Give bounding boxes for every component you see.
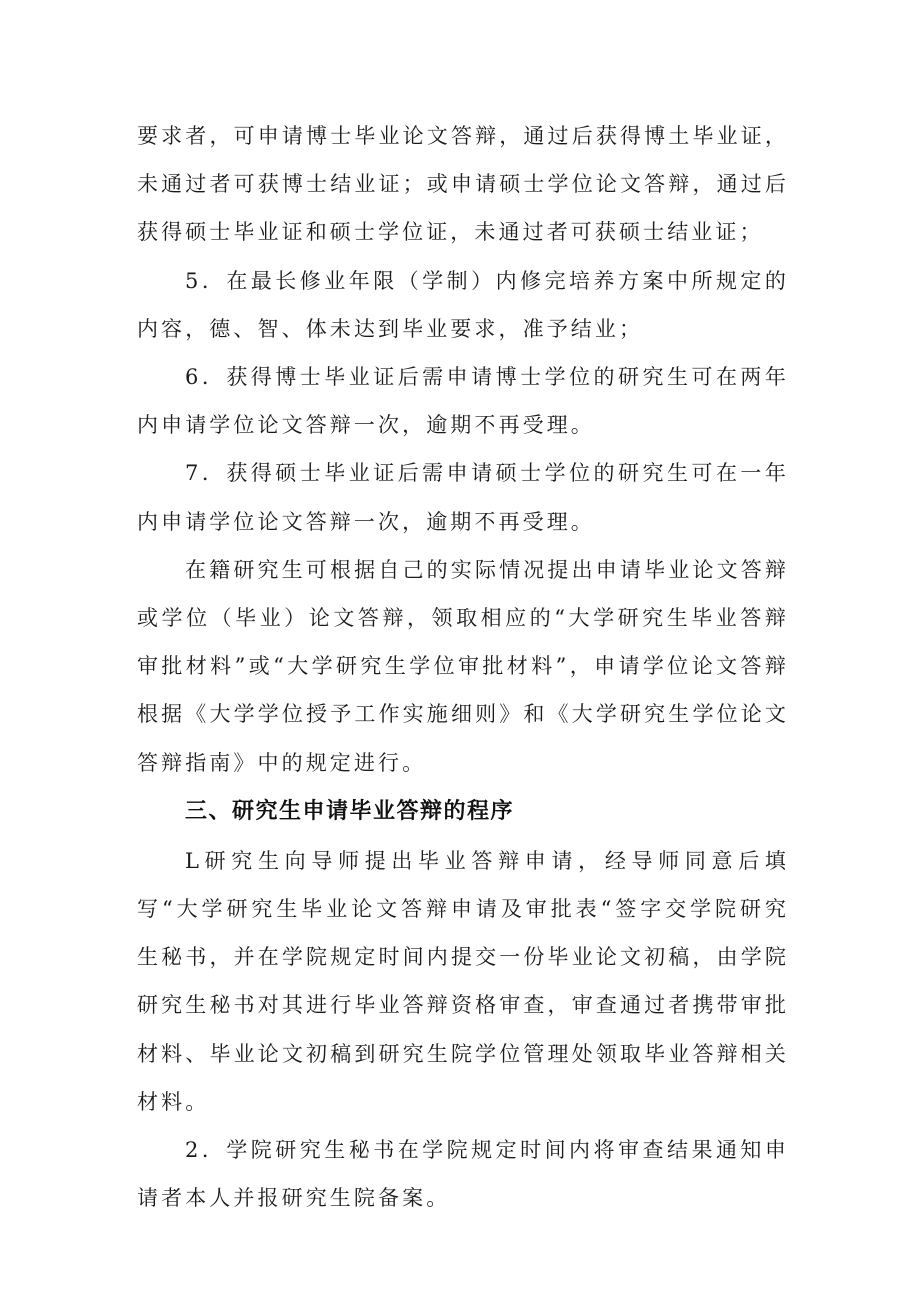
paragraph-procedure-1: L研究生向导师提出毕业答辩申请，经导师同意后填写“大学研究生毕业论文答辩申请及审批表“签字交学院研究生秘书，并在学院规定时间内提交一份毕业论文初稿，由学院研究生秘书对其进行毕业答辩资格审查，审查通过者携带审批材料、毕业论文初稿到研究生院学位管理处领取毕业答辩相关材料。 [137, 848, 789, 1114]
paragraph-procedure-2: 2．学院研究生秘书在学院规定时间内将审查结果通知申请者本人并报研究生院备案。 [137, 1138, 789, 1211]
paragraph-continuation: 要求者，可申请博士毕业论文答辩，通过后获得博土毕业证，未通过者可获博士结业证；或申请硕士学位论文答辩，通过后获得硕士毕业证和硕士学位证，未通过者可获硕士结业证； [137, 124, 789, 245]
section-heading: 三、研究生申请毕业答辩的程序 [185, 798, 515, 824]
paragraph-item-5: 5．在最长修业年限（学制）内修完培养方案中所规定的内容，德、智、体未达到毕业要求，准予结业； [137, 268, 789, 341]
paragraph-item-7: 7．获得硕士毕业证后需申请硕士学位的研究生可在一年内申请学位论文答辩一次，逾期不再受理。 [137, 461, 789, 534]
document-body [137, 112, 789, 1222]
paragraph-item-6: 6．获得博士毕业证后需申请博士学位的研究生可在两年内申请学位论文答辩一次，逾期不再受理。 [137, 365, 789, 438]
paragraph-enrolled-students: 在籍研究生可根据自己的实际情况提出申请毕业论文答辩或学位（毕业）论文答辩，领取相应的“大学研究生毕业答辩审批材料”或“大学研究生学位审批材料”，申请学位论文答辩根据《大学学位授予工作实施细则》和《大学研究生学位论文答辩指南》中的规定进行。 [137, 557, 789, 775]
